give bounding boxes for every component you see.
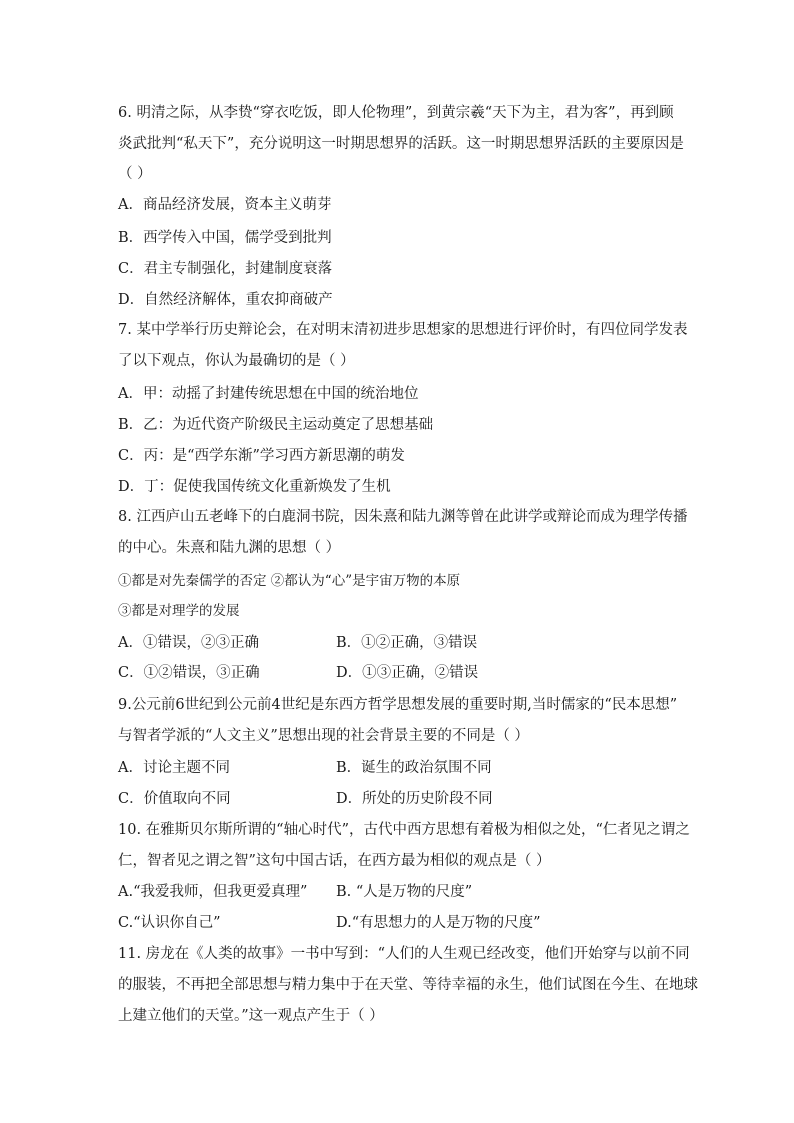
q9-stem-line-2: 与智者学派的“人文主义”思想出现的社会背景主要的不同是（ ） (118, 728, 529, 744)
q10-options-row-2 (118, 913, 678, 933)
q10-option-b: B. “人是万物的尺度” (336, 884, 473, 900)
q10-options-row-1 (118, 882, 678, 902)
q8-statement-1: ①都是对先秦儒学的否定 ②都认为“心”是宇宙万物的本原 (118, 573, 461, 589)
q10-option-c: C.“认识你自己” (118, 915, 221, 931)
q9-option-d: D．所处的历史阶段不同 (336, 791, 493, 807)
q8-option-b: B．①②正确，③错误 (336, 635, 478, 651)
q11-stem-line-1: 11. 房龙在《人类的故事》一书中写到：“人们的人生观已经改变，他们开始穿与以前不同 (118, 946, 690, 962)
q7-option-d: D．丁：促使我国传统文化重新焕发了生机 (118, 479, 391, 495)
q6-option-b: B．西学传入中国，儒学受到批判 (118, 230, 332, 246)
q8-options-row-2 (118, 663, 678, 683)
q6-option-a: A．商品经济发展，资本主义萌芽 (118, 197, 332, 213)
q9-stem-line-1: 9.公元前6世纪到公元前4世纪是东西方哲学思想发展的重要时期,当时儒家的“民本思想” (118, 697, 678, 713)
q10-option-a: A.“我爱我师，但我更爱真理” (118, 884, 308, 900)
q8-statement-2: ③都是对理学的发展 (118, 603, 240, 619)
q8-options-row-1 (118, 633, 678, 653)
q10-option-d: D.“有思想力的人是万物的尺度” (336, 915, 541, 931)
q6-stem-line-2: 炎武批判“私天下”，充分说明这一时期思想界的活跃。这一时期思想界活跃的主要原因是 (118, 136, 684, 152)
q7-option-c: C．丙：是“西学东渐”学习西方新思潮的萌发 (118, 448, 405, 464)
q10-stem-line-1: 10. 在雅斯贝尔斯所谓的“轴心时代”，古代中西方思想有着极为相似之处，“仁者见之谓之 (118, 822, 690, 838)
q6-stem-line-3: （ ） (118, 166, 152, 182)
q7-stem-line-1: 7. 某中学举行历史辩论会，在对明末清初进步思想家的思想进行评价时，有四位同学发表 (118, 322, 688, 338)
q9-option-a: A．讨论主题不同 (118, 760, 230, 776)
q8-stem-line-1: 8. 江西庐山五老峰下的白鹿洞书院，因朱熹和陆九渊等曾在此讲学或辩论而成为理学传播 (118, 509, 688, 525)
q8-option-c: C．①②错误，③正确 (118, 665, 260, 681)
q11-stem-line-2: 的服装，不再把全部思想与精力集中于在天堂、等待幸福的永生，他们试图在今生、在地球 (118, 977, 698, 993)
q11-stem-line-3: 上建立他们的天堂。”这一观点产生于（ ） (118, 1008, 384, 1024)
q8-stem-line-2: 的中心。朱熹和陆九渊的思想（ ） (118, 540, 341, 556)
q7-option-a: A．甲：动摇了封建传统思想在中国的统治地位 (118, 386, 419, 402)
q9-option-b: B．诞生的政治氛围不同 (336, 760, 492, 776)
q6-option-c: C．君主专制强化，封建制度衰落 (118, 261, 333, 277)
q8-option-a: A．①错误，②③正确 (118, 635, 259, 651)
q8-option-d: D．①③正确，②错误 (336, 665, 479, 681)
q7-option-b: B．乙：为近代资产阶级民主运动奠定了思想基础 (118, 417, 434, 433)
q10-stem-line-2: 仁，智者见之谓之智”这句中国古话，在西方最为相似的观点是（ ） (118, 853, 551, 869)
q6-stem-line-1: 6. 明清之际，从李贽“穿衣吃饭，即人伦物理”，到黄宗羲“天下为主，君为客”，再到顾 (118, 105, 674, 121)
q9-option-c: C．价值取向不同 (118, 791, 231, 807)
q7-stem-line-2: 了以下观点，你认为最确切的是（ ） (118, 353, 355, 369)
q6-option-d: D．自然经济解体，重农抑商破产 (118, 292, 333, 308)
q9-options-row-1 (118, 758, 678, 778)
q9-options-row-2 (118, 789, 678, 809)
